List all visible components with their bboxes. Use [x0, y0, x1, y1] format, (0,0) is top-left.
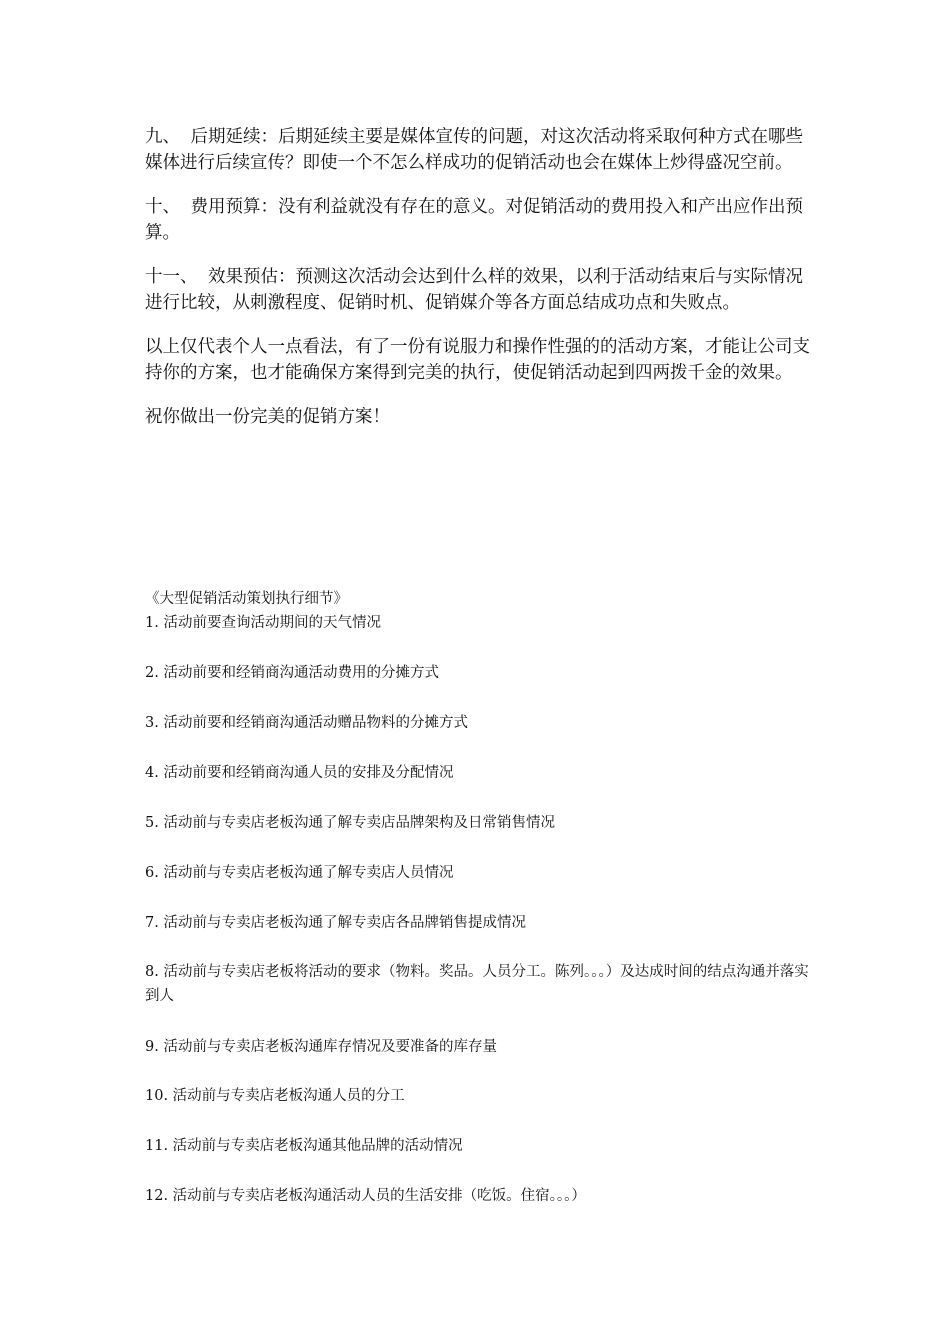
list-item: 11. 活动前与专卖店老板沟通其他品牌的活动情况 — [145, 1138, 463, 1154]
list-item: 4. 活动前要和经销商沟通人员的安排及分配情况 — [145, 765, 454, 781]
list-item: 5. 活动前与专卖店老板沟通了解专卖店品牌架构及日常销售情况 — [145, 815, 555, 831]
list-item: 1. 活动前要查询活动期间的天气情况 — [145, 615, 381, 631]
section-number: 十一、 — [145, 267, 198, 287]
section-text: 效果预估：预测这次活动会达到什么样的效果，以利于活动结束后与实际情况进行比较，从刺激程度、促销时机、促销媒介等各方面总结成功点和失败点。 — [145, 267, 803, 313]
list-item: 2. 活动前要和经销商沟通活动费用的分摊方式 — [145, 665, 439, 681]
section-10 — [145, 194, 813, 246]
list-item: 10. 活动前与专卖店老板沟通人员的分工 — [145, 1088, 405, 1104]
section-11 — [145, 264, 813, 316]
list-item: 6. 活动前与专卖店老板沟通了解专卖店人员情况 — [145, 865, 454, 881]
list-item: 3. 活动前要和经销商沟通活动赠品物料的分摊方式 — [145, 715, 468, 731]
section-text: 后期延续：后期延续主要是媒体宣传的问题，对这次活动将采取何种方式在哪些媒体进行后续宣传？即使一个不怎么样成功的促销活动也会在媒体上炒得盛况空前。 — [145, 127, 803, 173]
list-item: 9. 活动前与专卖店老板沟通库存情况及要准备的库存量 — [145, 1039, 497, 1055]
section-number: 九、 — [145, 127, 180, 147]
section-9 — [145, 124, 813, 176]
blessing-line: 祝你做出一份完美的促销方案！ — [145, 407, 390, 427]
closing-paragraph: 以上仅代表个人一点看法，有了一份有说服力和操作性强的的活动方案，才能让公司支持你的方案，也才能确保方案得到完美的执行，使促销活动起到四两拨千金的效果。 — [145, 337, 810, 383]
list-item: 12. 活动前与专卖店老板沟通活动人员的生活安排（吃饭。住宿。。。） — [145, 1188, 586, 1204]
section-text: 费用预算：没有利益就没有存在的意义。对促销活动的费用投入和产出应作出预算。 — [145, 197, 803, 243]
list-title: 《大型促销活动策划执行细节》 — [145, 591, 348, 607]
list-item: 8. 活动前与专卖店老板将活动的要求（物料。奖品。人员分工。陈列。。。）及达成时间的结点沟通并落实到人 — [145, 964, 809, 1004]
document-body — [145, 124, 813, 430]
list-item: 7. 活动前与专卖店老板沟通了解专卖店各品牌销售提成情况 — [145, 915, 526, 931]
section-number: 十、 — [145, 197, 180, 217]
